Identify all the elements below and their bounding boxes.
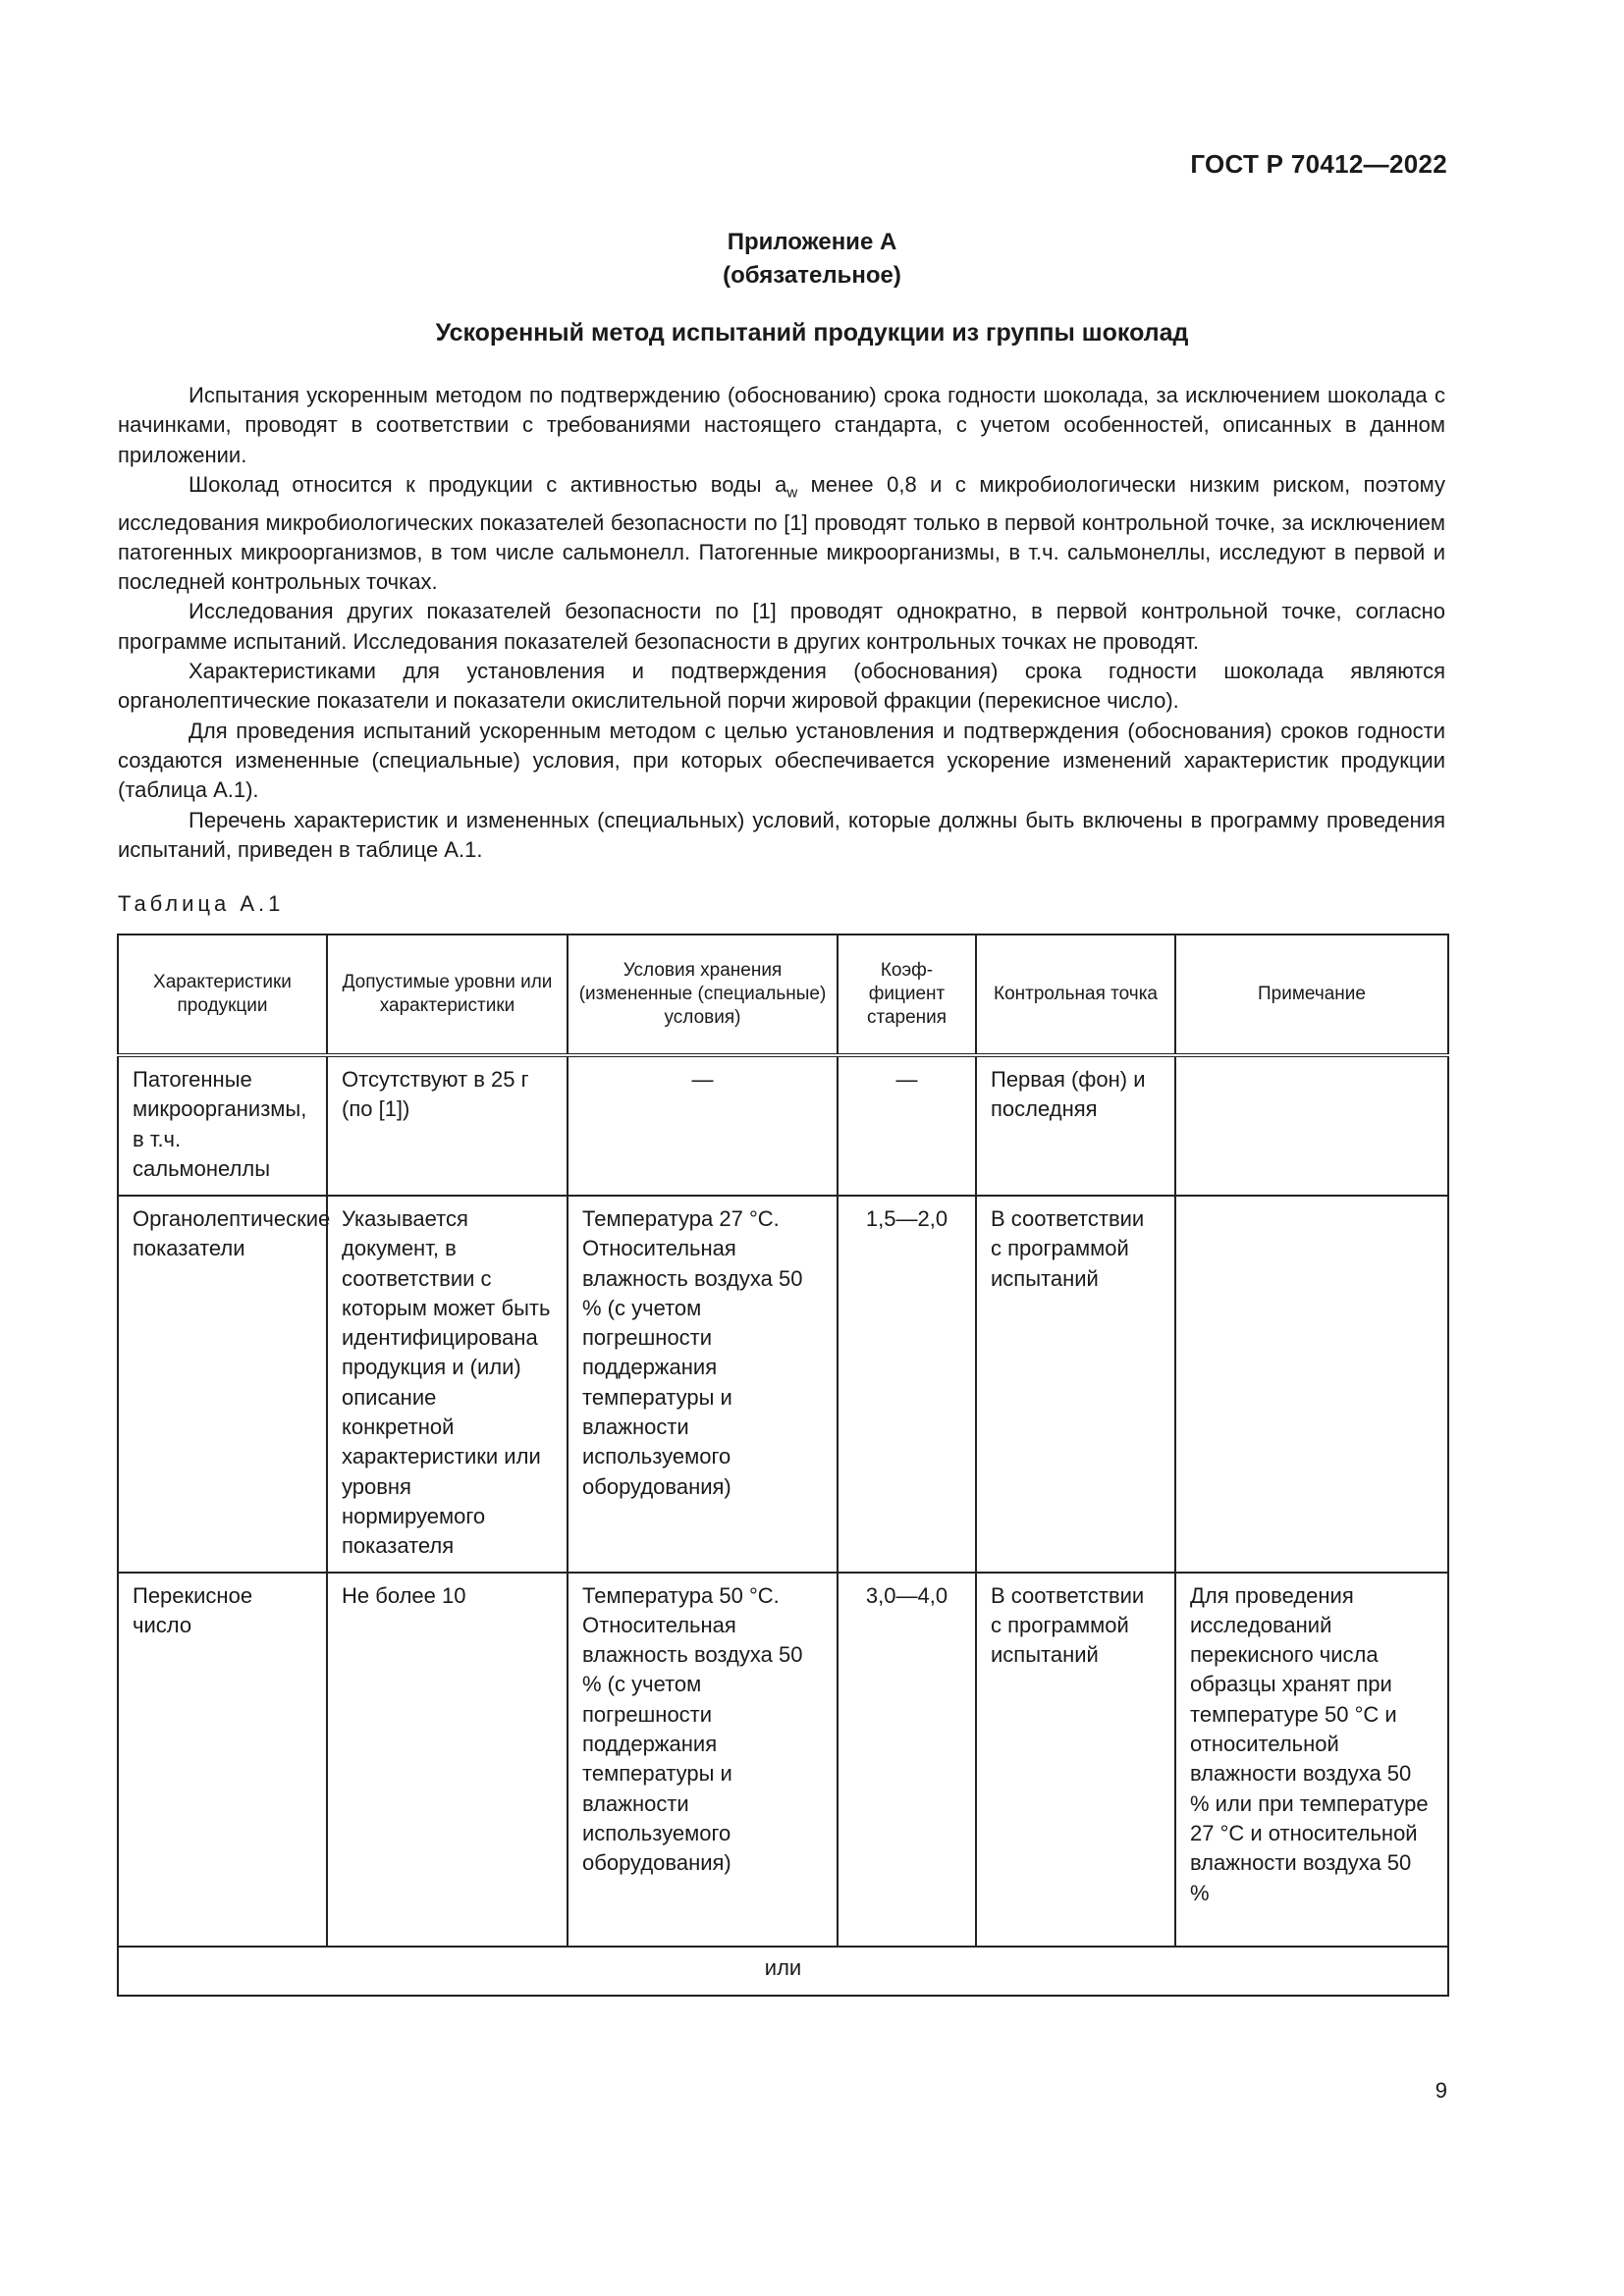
cell-characteristics: Патогенные микроорганизмы, в т.ч. сальмонеллы (118, 1055, 327, 1196)
cell-coefficient: 1,5—2,0 (838, 1196, 976, 1573)
cell-note: Для проведения исследований перекисного числа образцы хранят при температуре 50 °С и относительной влажности воздуха 50 % или при температуре 27 °С и относительной влажности воздуха 50 % (1175, 1573, 1448, 1947)
table-caption: Таблица А.1 (118, 891, 285, 916)
specification-table (117, 934, 1449, 1997)
or-separator: или (118, 1947, 1448, 1996)
appendix-title-block (0, 226, 1624, 293)
cell-coefficient: 3,0—4,0 (838, 1573, 976, 1947)
header-note: Примечание (1175, 934, 1448, 1055)
cell-coefficient: — (838, 1055, 976, 1196)
table-row (118, 1196, 1448, 1573)
table-row (118, 1055, 1448, 1196)
paragraph-4: Характеристиками для установления и подтверждения (обоснования) срока годности шоколада являются органолептические показатели и показатели окислительной порчи жировой фракции (перекисное число). (118, 659, 1445, 714)
cell-control-point: Первая (фон) и последняя (976, 1055, 1175, 1196)
table-or-row (118, 1947, 1448, 1996)
cell-levels: Указывается документ, в соответствии с которым может быть идентифицирована продукция и (или) описание конкретной характеристики или уровня нормируемого показателя (327, 1196, 568, 1573)
section-heading: Ускоренный метод испытаний продукции из группы шоколад (435, 319, 1189, 347)
body-text (118, 381, 1445, 865)
header-characteristics: Характеристики продукции (118, 934, 327, 1055)
cell-note (1175, 1055, 1448, 1196)
table-row (118, 1573, 1448, 1947)
cell-control-point: В соответствии с программой испытаний (976, 1573, 1175, 1947)
header-coefficient: Коэф-фициент старения (838, 934, 976, 1055)
paragraph-5: Для проведения испытаний ускоренным методом с целью установления и подтверждения (обоснования) сроков годности создаются измененные (специальные) условия, при которых обеспечивается ускорение изменений характеристик продукции (таблица А.1). (118, 718, 1445, 803)
cell-conditions: Температура 27 °С. Относительная влажность воздуха 50 % (с учетом погрешности поддержания температуры и влажности используемого оборудования) (568, 1196, 838, 1573)
appendix-title: Приложение А (727, 229, 897, 255)
cell-control-point: В соответствии с программой испытаний (976, 1196, 1175, 1573)
paragraph-1: Испытания ускоренным методом по подтверждению (обоснованию) срока годности шоколада, за исключением шоколада с начинками, проводят в соответствии с требованиями настоящего стандарта, с учетом особенностей, описанных в данном приложении. (118, 383, 1445, 467)
document-code: ГОСТ Р 70412—2022 (1190, 149, 1447, 179)
table-header-row (118, 934, 1448, 1055)
cell-characteristics: Органолептические показатели (118, 1196, 327, 1573)
cell-levels: Отсутствуют в 25 г (по [1]) (327, 1055, 568, 1196)
header-control-point: Контрольная точка (976, 934, 1175, 1055)
header-levels: Допустимые уровни или характеристики (327, 934, 568, 1055)
paragraph-2: Шоколад относится к продукции с активностью воды $a_w$ менее 0,8 и с микробиологически низким риском, поэтому исследования микробиологических показателей безопасности по [1] проводят только в первой контрольной точке, за исключением патогенных микроорганизмов, в том числе сальмонелл. Патогенные микроорганизмы, в т.ч. сальмонеллы, исследуют в первой и последней контрольных точках. (118, 471, 1445, 595)
cell-levels: Не более 10 (327, 1573, 568, 1947)
cell-conditions: — (568, 1055, 838, 1196)
header-conditions: Условия хранения (измененные (специальные) условия) (568, 934, 838, 1055)
paragraph-6: Перечень характеристик и измененных (специальных) условий, которые должны быть включены в программу проведения испытаний, приведен в таблице А.1. (118, 807, 1445, 862)
appendix-status: (обязательное) (723, 262, 901, 289)
cell-conditions: Температура 50 °С. Относительная влажность воздуха 50 % (с учетом погрешности поддержания температуры и влажности используемого оборудования) (568, 1573, 838, 1947)
paragraph-3: Исследования других показателей безопасности по [1] проводят однократно, в первой контрольной точке, согласно программе испытаний. Исследования показателей безопасности в других контрольных точках не проводят. (118, 599, 1445, 654)
cell-note (1175, 1196, 1448, 1573)
page-number: 9 (1435, 2078, 1447, 2103)
cell-characteristics: Перекисное число (118, 1573, 327, 1947)
